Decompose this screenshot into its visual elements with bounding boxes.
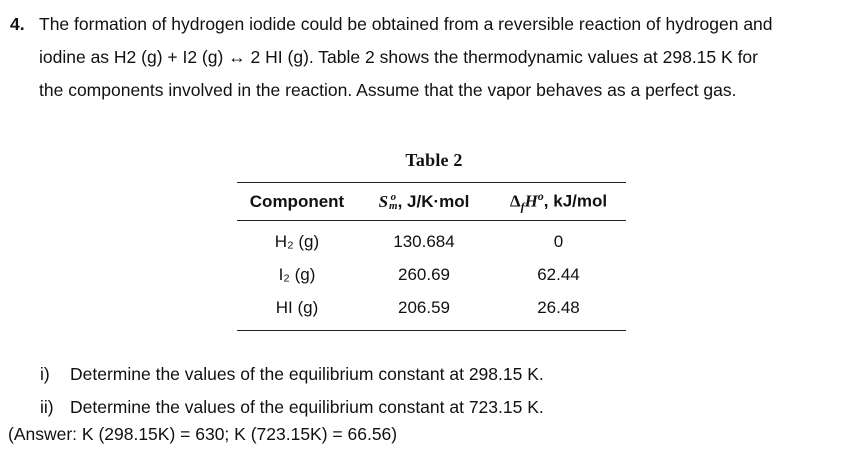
cell-enthalpy: 62.44 bbox=[537, 264, 580, 284]
problem-statement bbox=[10, 8, 862, 107]
question-text: Determine the values of the equilibrium constant at 298.15 K. bbox=[70, 364, 544, 384]
problem-line: iodine as H2 (g) + I2 (g) ↔ 2 HI (g). Table 2 shows the thermodynamic values at 298.15 K for bbox=[39, 47, 758, 67]
table-row bbox=[237, 291, 626, 331]
header-enthalpy bbox=[491, 183, 626, 221]
entropy-symbol: S bbox=[378, 191, 389, 211]
question-label: ii) bbox=[40, 397, 54, 417]
entropy-sub: m bbox=[389, 200, 398, 213]
problem-line: the components involved in the reaction. Assume that the vapor behaves as a perfect gas. bbox=[39, 80, 737, 100]
enthalpy-unit: , kJ/mol bbox=[543, 191, 608, 211]
cell-component: HI (g) bbox=[237, 291, 357, 331]
question-item bbox=[40, 358, 544, 391]
problem-number: 4. bbox=[10, 14, 25, 34]
problem-text bbox=[39, 8, 862, 107]
cell-entropy: 206.59 bbox=[357, 291, 491, 331]
table-row bbox=[237, 221, 626, 259]
header-component: Component bbox=[237, 183, 357, 221]
thermo-table bbox=[237, 182, 626, 331]
table-row bbox=[237, 258, 626, 291]
entropy-unit: , J/K·mol bbox=[397, 191, 470, 211]
cell-component: H₂ (g) bbox=[274, 231, 320, 251]
cell-component: I₂ (g) bbox=[278, 264, 316, 284]
table-title: Table 2 bbox=[405, 150, 463, 170]
question-item bbox=[40, 391, 544, 424]
questions-list bbox=[40, 358, 544, 424]
enthalpy-symbol: H bbox=[524, 191, 538, 211]
enthalpy-sub: f bbox=[520, 199, 525, 214]
enthalpy-sup: o bbox=[537, 188, 544, 203]
header-entropy bbox=[357, 183, 491, 221]
cell-entropy: 260.69 bbox=[398, 264, 450, 284]
cell-entropy: 130.684 bbox=[393, 231, 455, 251]
cell-enthalpy: 0 bbox=[553, 231, 564, 251]
entropy-sup: o bbox=[390, 191, 397, 204]
table-header-row bbox=[237, 183, 626, 221]
enthalpy-delta: Δ bbox=[509, 191, 521, 211]
question-text: Determine the values of the equilibrium constant at 723.15 K. bbox=[70, 397, 544, 417]
answer-text: (Answer: K (298.15K) = 630; K (723.15K) = 66.56) bbox=[8, 424, 398, 444]
cell-enthalpy: 26.48 bbox=[491, 291, 626, 331]
question-label: i) bbox=[40, 364, 50, 384]
problem-line: The formation of hydrogen iodide could be obtained from a reversible reaction of hydrogen and bbox=[39, 14, 773, 34]
entropy-supsub bbox=[389, 193, 398, 211]
